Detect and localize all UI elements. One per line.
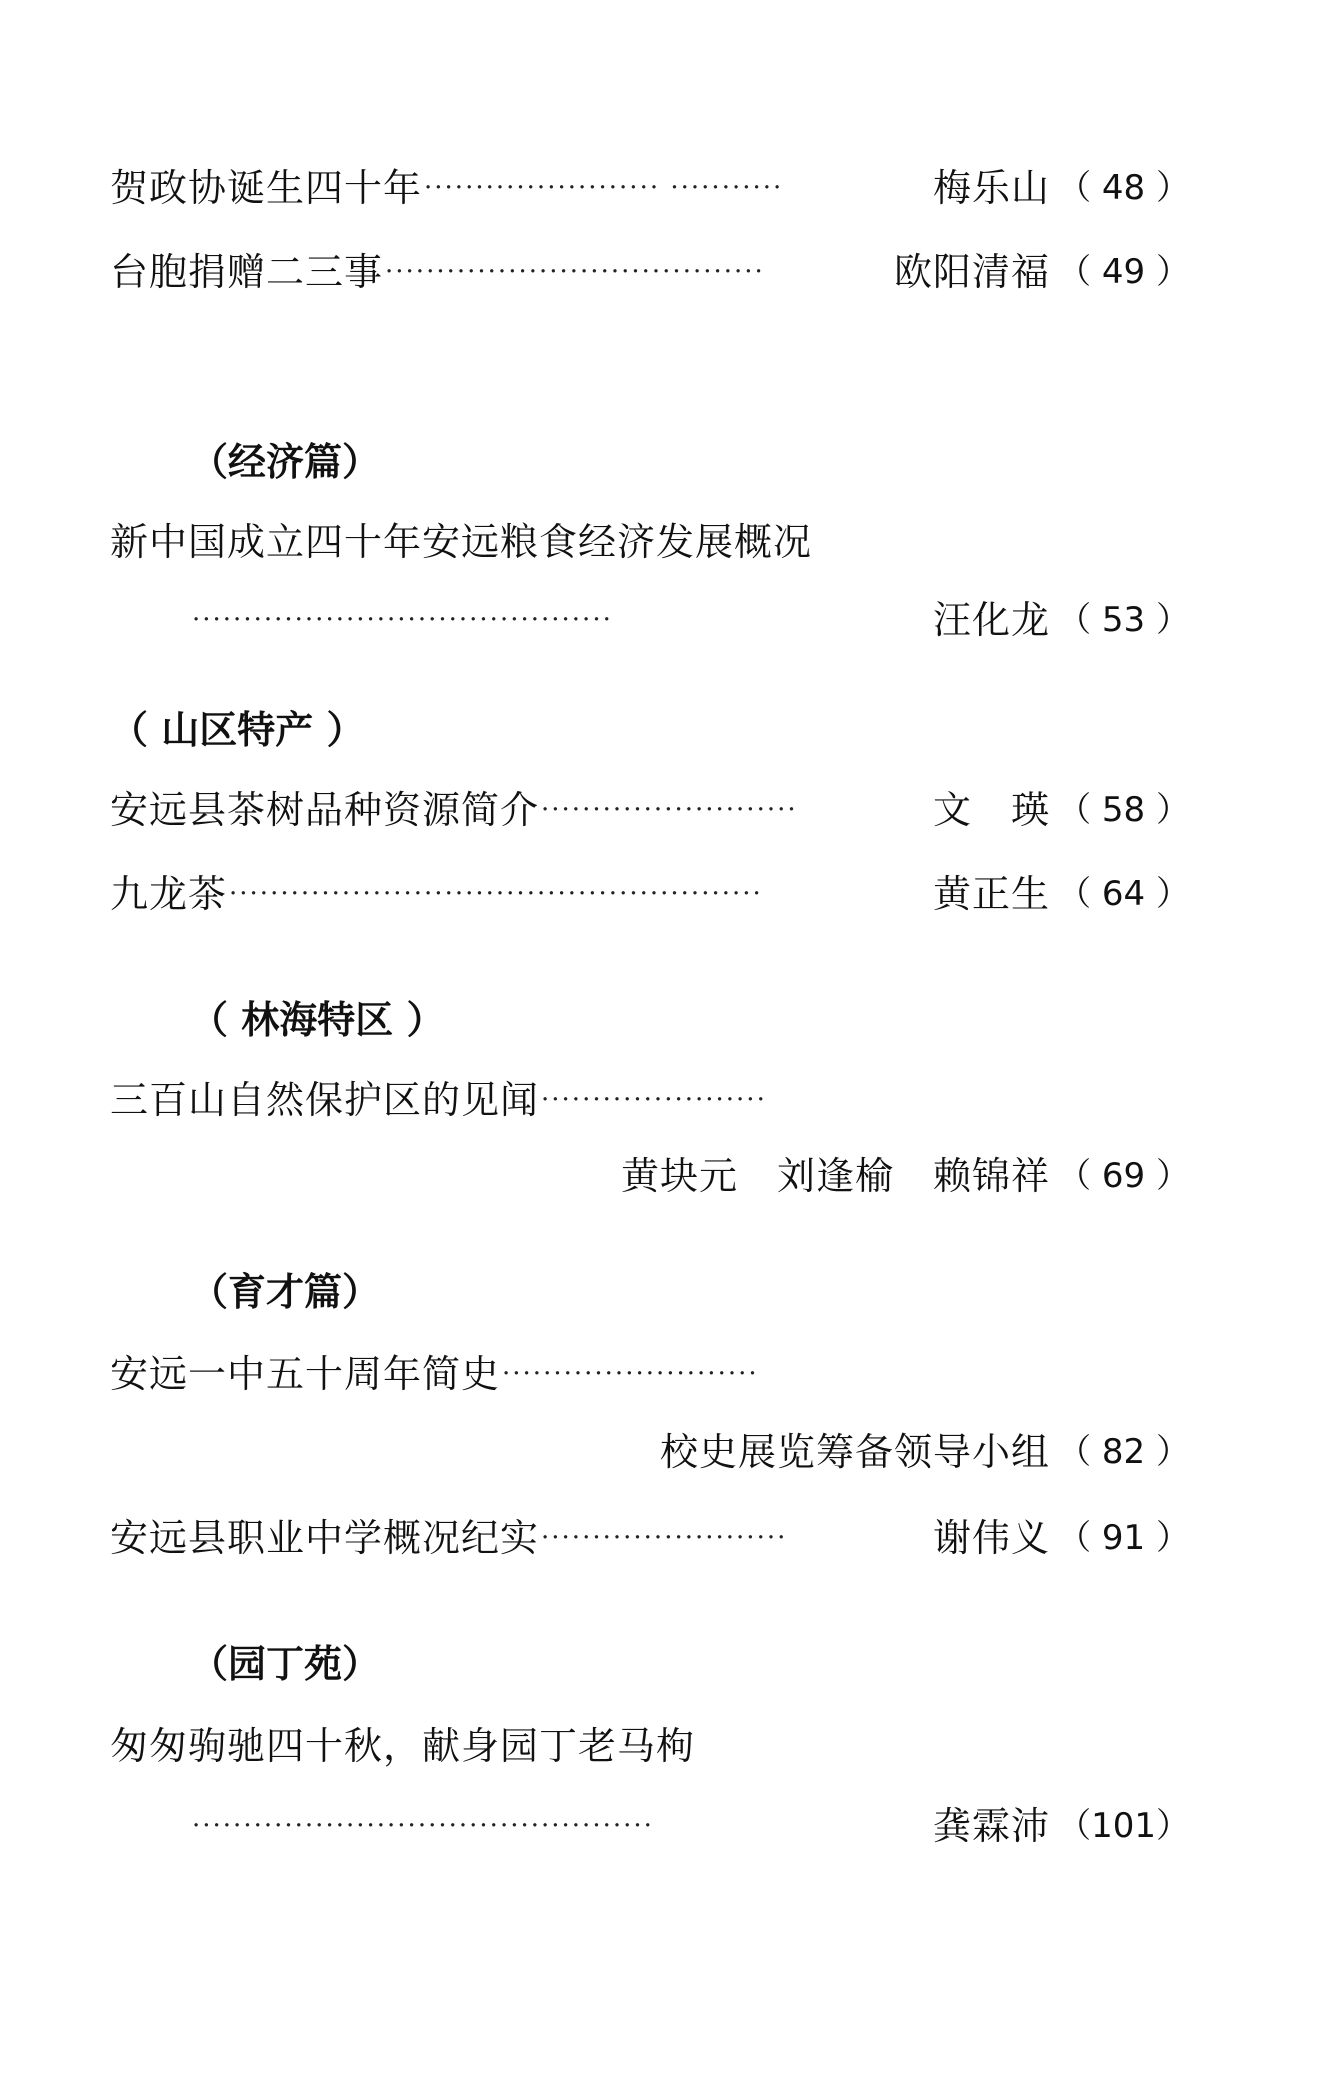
toc-entry-title-line[interactable] <box>110 1716 1190 1776</box>
toc-entry[interactable] <box>110 1508 1190 1568</box>
leader-dots: ························ <box>541 1523 788 1553</box>
toc-entry-continuation[interactable] <box>190 590 1190 650</box>
leader-dots: ······················· ··········· <box>424 173 784 203</box>
entry-page-number: （ 91 ） <box>1057 1518 1190 1558</box>
entry-author: 文 瑛 <box>932 788 1050 832</box>
entry-title: 九龙茶 <box>110 872 228 916</box>
entry-page-number: （ 64 ） <box>1057 874 1190 914</box>
entry-page-number: （ 48 ） <box>1057 168 1190 208</box>
leader-dots: ········································· <box>192 605 613 635</box>
entry-author: 汪化龙 <box>932 598 1050 642</box>
entry-authors: 黄块元 刘逢榆 赖锦祥 <box>620 1154 1050 1198</box>
entry-title: 台胞捐赠二三事 <box>110 250 384 294</box>
entry-author: 校史展览筹备领导小组 <box>659 1430 1050 1474</box>
toc-entry[interactable] <box>110 864 1190 924</box>
toc-entry[interactable] <box>110 158 1190 218</box>
entry-page-number: （ 82 ） <box>1057 1432 1190 1472</box>
entry-title: 新中国成立四十年安远粮食经济发展概况 <box>110 520 813 564</box>
leader-dots: ························· <box>541 795 798 825</box>
leader-dots: ············································· <box>192 1811 654 1841</box>
entry-page-number: （ 49 ） <box>1057 252 1190 292</box>
toc-entry[interactable] <box>110 780 1190 840</box>
entry-page-number: （ 53 ） <box>1057 600 1190 640</box>
toc-entry-continuation[interactable] <box>110 1146 1190 1206</box>
entry-page-number: （ 69 ） <box>1057 1156 1190 1196</box>
toc-entry-title-line[interactable] <box>110 1344 900 1404</box>
section-heading-gardener: （园丁苑） <box>190 1642 381 1686</box>
entry-title: 安远一中五十周年简史 <box>110 1352 501 1396</box>
entry-title: 匆匆驹驰四十秋，献身园丁老马枸 <box>110 1724 696 1768</box>
toc-entry-continuation[interactable] <box>110 1422 1190 1482</box>
entry-author: 欧阳清福 <box>893 250 1050 294</box>
entry-author: 谢伟义 <box>932 1516 1050 1560</box>
entry-author: 龚霖沛 <box>932 1804 1050 1848</box>
section-heading-economy: （经济篇） <box>190 440 381 484</box>
entry-title: 贺政协诞生四十年 <box>110 166 423 210</box>
toc-entry-title-line[interactable] <box>110 1070 900 1130</box>
toc-entry-title-line[interactable] <box>110 512 1190 572</box>
leader-dots: ···················································· <box>229 879 763 909</box>
entry-author: 梅乐山 <box>932 166 1050 210</box>
section-heading-education: （育才篇） <box>190 1270 381 1314</box>
toc-entry-continuation[interactable] <box>190 1796 1190 1856</box>
entry-title: 安远县职业中学概况纪实 <box>110 1516 540 1560</box>
toc-entry[interactable] <box>110 242 1190 302</box>
entry-title: 安远县茶树品种资源简介 <box>110 788 540 832</box>
section-heading-mountain: （ 山区特产 ） <box>110 708 365 752</box>
leader-dots: ····································· <box>385 257 765 287</box>
leader-dots: ························· <box>502 1359 759 1389</box>
section-heading-forest: （ 林海特区 ） <box>190 998 445 1042</box>
entry-page-number: （ 58 ） <box>1057 790 1190 830</box>
entry-page-number: （101） <box>1057 1806 1190 1846</box>
leader-dots: ······················ <box>541 1085 767 1115</box>
entry-author: 黄正生 <box>932 872 1050 916</box>
entry-title: 三百山自然保护区的见闻 <box>110 1078 540 1122</box>
